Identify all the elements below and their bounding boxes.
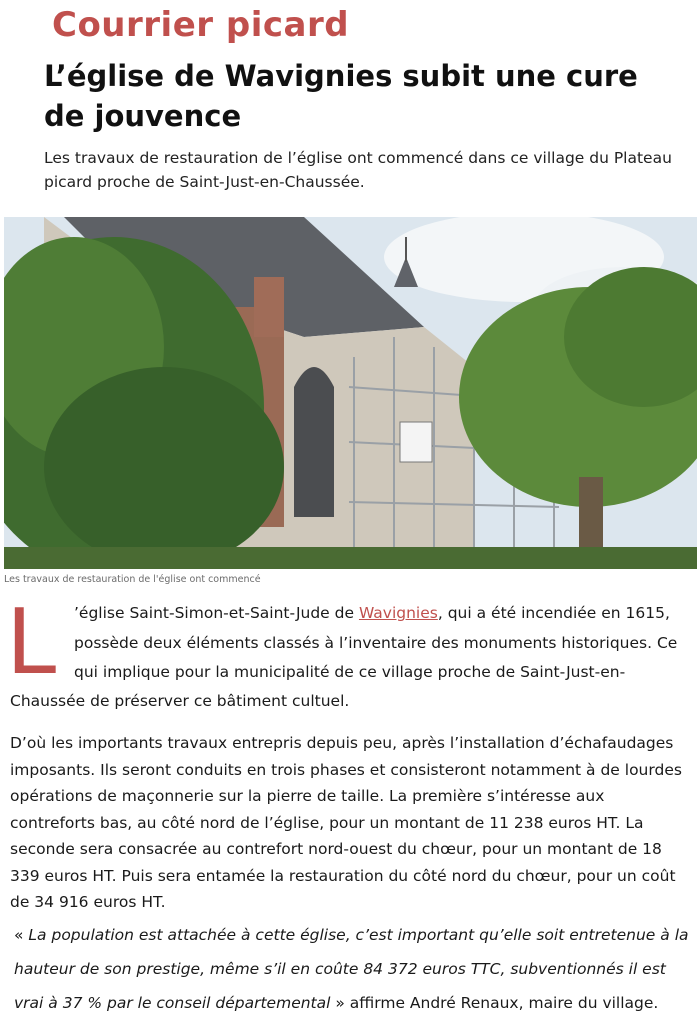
paragraph-1-end: Chaussée de préserver ce bâtiment cultuel. xyxy=(10,692,350,710)
article-title: L’église de Wavignies subit une cure de jouvence xyxy=(44,59,638,133)
masthead-logo[interactable]: Courrier picard xyxy=(52,5,350,45)
p1-text-start: ’église Saint-Simon-et-Saint-Jude de xyxy=(74,604,359,622)
quote-attribution: » affirme André Renaux, maire du village. xyxy=(330,994,659,1012)
quote-open-mark: « xyxy=(14,926,29,944)
article-subtitle: Les travaux de restauration de l’église ont commencé dans ce village du Plateau picard proche de Saint-Just-en-Chaussée. xyxy=(44,149,672,191)
paragraph-1 xyxy=(74,599,694,688)
quote-text: La population est attachée à cette église, c’est important qu’elle soit entretenue à la hauteur de son prestige, même s’il en coûte 84 372 euros TTC, subventionnés il est vrai à 37 % par le conseil départemental xyxy=(14,926,689,1012)
drop-cap: L xyxy=(6,590,57,695)
quote-paragraph xyxy=(14,918,694,1020)
article-photo xyxy=(4,217,697,569)
image-caption: Les travaux de restauration de l'église ont commencé xyxy=(4,574,261,585)
p1-text-rest: possède deux éléments classés à l’inventaire des monuments historiques. Ce qui implique pour la municipalité de ce village proche de Saint-Just-en- xyxy=(74,633,678,681)
p1-text-after-link: , qui a été incendiée en 1615, xyxy=(437,604,670,622)
wavignies-link[interactable]: Wavignies xyxy=(358,604,438,622)
paragraph-2: D’où les importants travaux entrepris depuis peu, après l’installation d’échafaudages imposants. Ils seront conduits en trois phases et consisteront notamment à de lourdes opérations de maçonnerie sur la pierre de taille. La première s’intéresse aux contreforts bas, au côté nord de l’église, pour un montant de 11 238 euros HT. La seconde sera consacrée au contrefort nord-ouest du chœur, pour un montant de 18 339 euros HT. Puis sera entamée la restauration du côté nord du chœur, pour un coût de 34 916 euros HT. xyxy=(10,734,682,911)
